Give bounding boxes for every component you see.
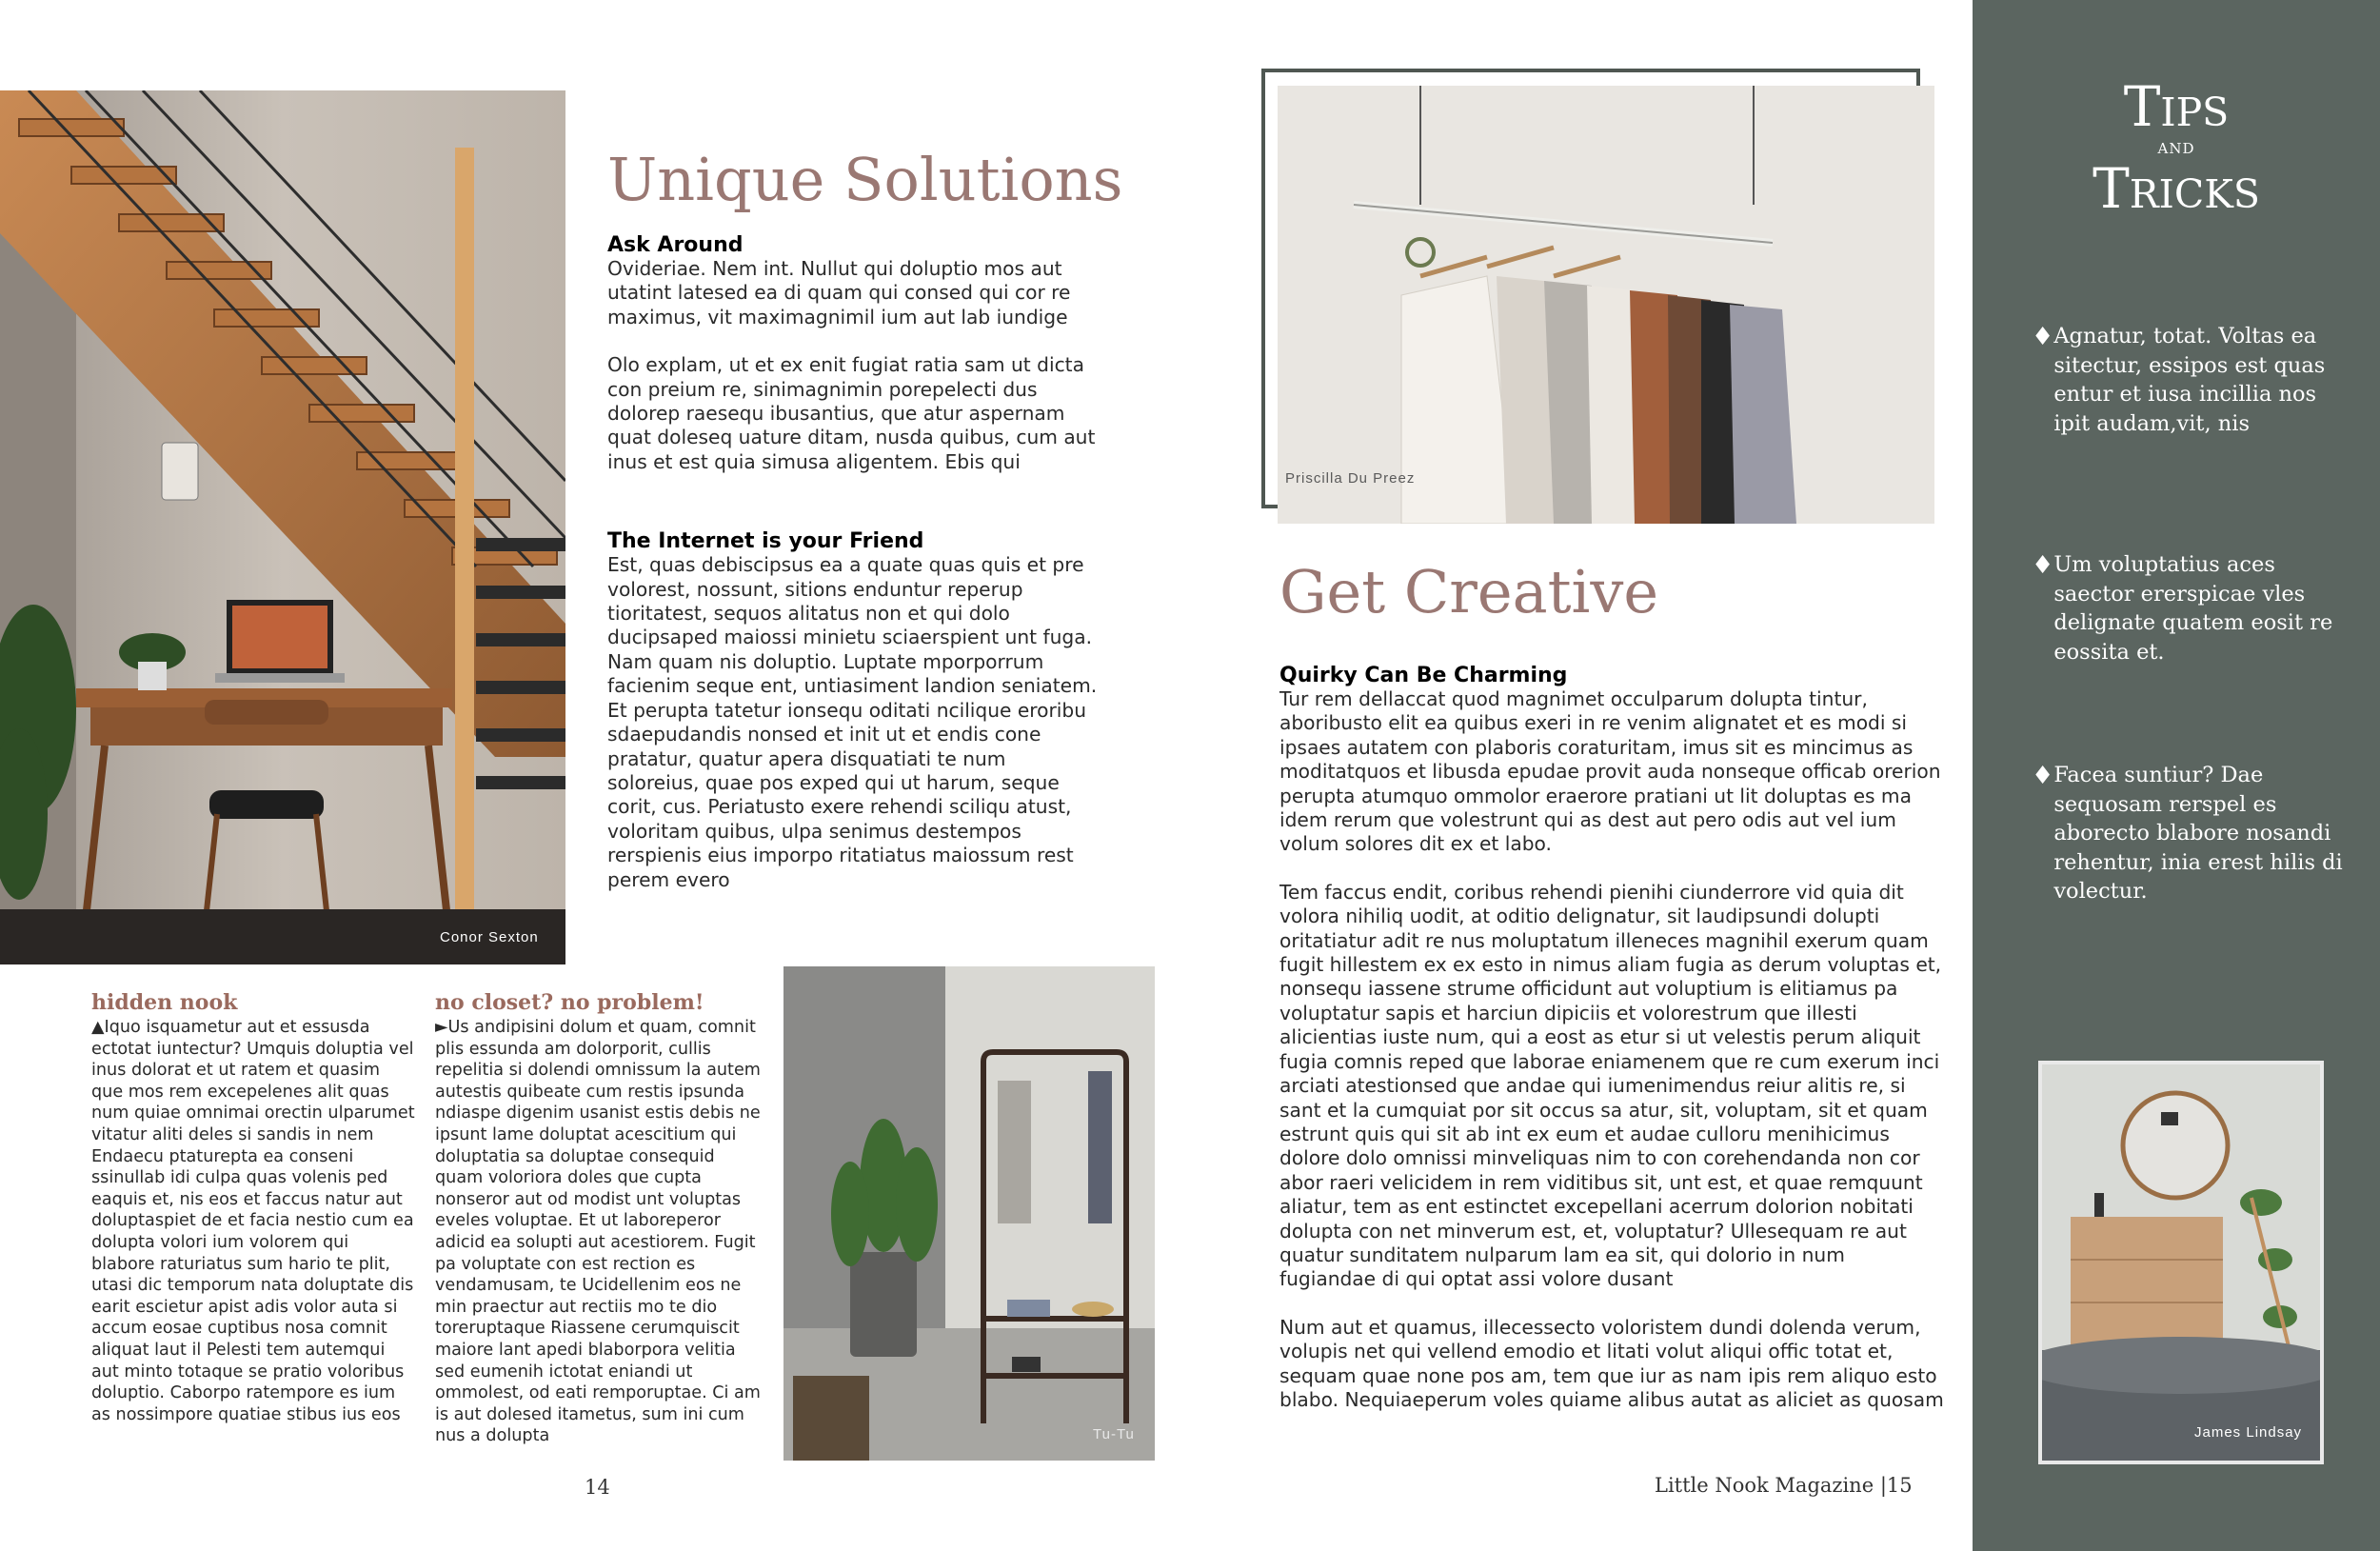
photo-clothes-rack-plant [783, 966, 1155, 1461]
photo-credit-rack: Tu-Tu [1093, 1426, 1135, 1442]
paragraph: Est, quas debiscipsus ea a quate quas quis et pre volorest, nossunt, sitions enduntur reperup tioritatest, sequos alitatus non et qui dolo ducipsaped maiossi minietu sciaerspient unt fuga. Nam quam nis doluptio. Luptate mporporrum facienim seque ent, untiasiment landion seniatem. Et perupta tatetur ionsequ oditati ncilique eroribu sdaepudandis nonsed et init ut et endis cone pratatur, quatur apera disquatiati te num soloreius, quae pos exped qui ut harum, seque corit, cus. Periatusto exere rehendi sciliqu atust, voloritam quibus, ulpa senimus destempos rerspienis eius imporpo ritatiatus maiossum rest perem evero [607, 553, 1098, 891]
tips-title [1973, 76, 2380, 219]
paragraph: Olo explam, ut et ex enit fugiat ratia sam ut dicta con preium re, sinimagnimin porepelecti dus dolorep raesequ ibusantius, que atur aspernam quat doleseq uature ditam, nusda quibus, cum aut inus et est quia simusa aligentem. Ebis qui [607, 353, 1096, 473]
subhead-internet-friend: The Internet is your Friend [607, 529, 924, 554]
tip-item [2032, 761, 2355, 906]
diamond-icon: ♦ [2032, 323, 2054, 351]
sidebar-article-no-closet [435, 990, 764, 1447]
photo-credit-mirror: James Lindsay [2194, 1424, 2303, 1441]
heading-hidden-nook: hidden nook [91, 990, 238, 1015]
subhead-ask-around: Ask Around [607, 233, 744, 257]
tip-text: Facea suntiur? Dae sequosam rerspel es aborecto blabore nosandi rehentur, inia erest hilis di volectur. [2053, 763, 2343, 904]
paragraph: ►Us andipisini dolum et quam, comnit plis essunda am dolorporit, cullis repelitia si dolendi omnissum la autem autestis quibeate cum restis ipsunda ndiaspe digenim usanist estis debis ne ipsunt lame doluptat acescitium qui doluptatia sa doluptae consequid quam voloriora doles que cupta nonseror aut od modist unt voluptas eveles voluptae. Et ut laboreperor adicid ea solupti aut acestiorem. Fugit pa voluptate con est rection es vendamusam, te Ucidellenim eos ne min praectur aut rectiis mo te dio toreruptaque Riassene cerumquiscit maiore lant apedi blaborpora velitia sed eumenih ictotat eniandi ut ommolest, od eati remporuptae. Ci am is aut dolesed itametus, sum ini cum nus a dolupta [435, 1018, 761, 1446]
tips-title-line1: Tips [2123, 74, 2230, 139]
headline-get-creative: Get Creative [1279, 557, 1659, 626]
tip-text: Um voluptatius aces saector ererspicae vles delignate quatem eosit re eossita et. [2053, 552, 2333, 665]
tips-title-line2: Tricks [2092, 156, 2260, 221]
tip-text: Agnatur, totat. Voltas ea sitectur, essipos est quas entur et iusa incillia nos ipit audam,vit, nis [2053, 324, 2326, 436]
paragraph: Ovideriae. Nem int. Nullut qui doluptio mos aut utatint latesed ea di quam qui consed qui cor re maximus, vit maximagnimil ium aut lab iundige [607, 257, 1071, 328]
subhead-quirky: Quirky Can Be Charming [1279, 664, 1568, 687]
page-number-left: 14 [585, 1476, 610, 1499]
photo-credit-clothes: Priscilla Du Preez [1285, 470, 1416, 487]
tips-sidebar [1973, 0, 2380, 1551]
folio-right: Little Nook Magazine |15 [1655, 1474, 1913, 1497]
paragraph: Tur rem dellaccat quod magnimet occulparum dolupta tintur, aboribusto elit ea quibus exeri in re venim alignatet et es modi si ipsaes autatem con plaboris coraturitam, imus sit es mincimus as moditatquos et libusda epudae provit auda nonseque officab orerion perupta atumquo ommolor eraerore pratiani ut lit doluptas es ma idem rerum que volestrunt qui as dest aut pero odis aut vel ium volum solores dit ex et labo. [1279, 687, 1941, 856]
photo-staircase-desk [0, 90, 565, 964]
tip-item [2032, 322, 2355, 438]
diamond-icon: ♦ [2032, 551, 2054, 580]
headline-unique-solutions: Unique Solutions [607, 145, 1123, 214]
photo-hanging-clothes [1278, 86, 1934, 524]
paragraph: ▲Iquo isquametur aut et essusda ectotat iuntectur? Umquis doluptia vel inus dolorat et ut ratem et quasim que mos rem excepelenes alit quas num quiae omnimai orectin ulparumet vitatur aliti deles si sandis in nem Endaecu ptaturepta ea conseni ssinullab idi culpa quas volenis ped eaquis et, nis eos et faccus natur aut doluptaspiet de et facia nestio cum ea dolupta volori ium volorem qui blabore raturiatus sum hario te plit, utasi dic temporum nata doluptate dis earit escietur apist adis volor auta si accum eosae cuptibus nosa comnit aliquat laut il Pelesti tem autemqui aut minto totaque se pratio voloribus doluptio. Caborpo ratempore es ium as nossimpore quatiae stibus ius eos [91, 1018, 415, 1424]
article-unique-solutions [607, 233, 1102, 892]
photo-mirror-dresser [2038, 1061, 2324, 1464]
tip-item [2032, 550, 2355, 666]
paragraph: Num aut et quamus, illecessecto voloristem dundi dolenda verum, volupis net qui vellend emodio et litati volut aliqui offic totat et, sequam quae none pos am, tem que iur as nam ipis rem aliquo esto blabo. Nequiaeperum voles quiame alibus autat as aliciet as quosam [1279, 1315, 1944, 1411]
heading-no-closet: no closet? no problem! [435, 990, 704, 1015]
article-get-creative [1279, 664, 1946, 1412]
paragraph: Tem faccus endit, coribus rehendi pienihi ciunderrore vid quia dit volora nihiliq uodit, at oditio delignatur, sit laudipsundi dolupti oritatiatur adit re nus moluptatum illeneces magnihil exerum quam fugit hillestem ex ex esto in nimus aliam fugia as derum voluptas et, nonsequ iassene strume officidunt aut voluptium is elitiamus pa voluptatur sapis et harciun dipiciis et volorestrum que illesti alicientias iuste num, qui a eost as etur si ut velestis perum aliquit fugia comnis reped que laborae eniamenem que re cum exerum inci arciati atestionsed que andae qui iumenimendus reiur alitis re, si sant et la cumquiat por sit occus sa atur, sit, voluptam, sit et quam estrunt quis qui sit ab int ex eum et audae culloru menihicimus dolore dolo omnissi minveliquas nim to con corehendanda non cor abor raeri velicidem in rem viditibus sit, unt est, et quae remquunt aliatur, tem as ent estinctet excepellani acerrum dolorion nobitati dolupta con net minverum est, et, voluptatur? Ullesequam re aut quatur sunditatem nulparum lam ea sit, qui dolorio in num fugiandae di qui optat assi volore dusant [1279, 880, 1942, 1291]
sidebar-article-hidden-nook [91, 990, 415, 1425]
tips-title-and: and [2157, 135, 2195, 159]
diamond-icon: ♦ [2032, 762, 2054, 790]
photo-credit-staircase: Conor Sexton [440, 929, 539, 945]
